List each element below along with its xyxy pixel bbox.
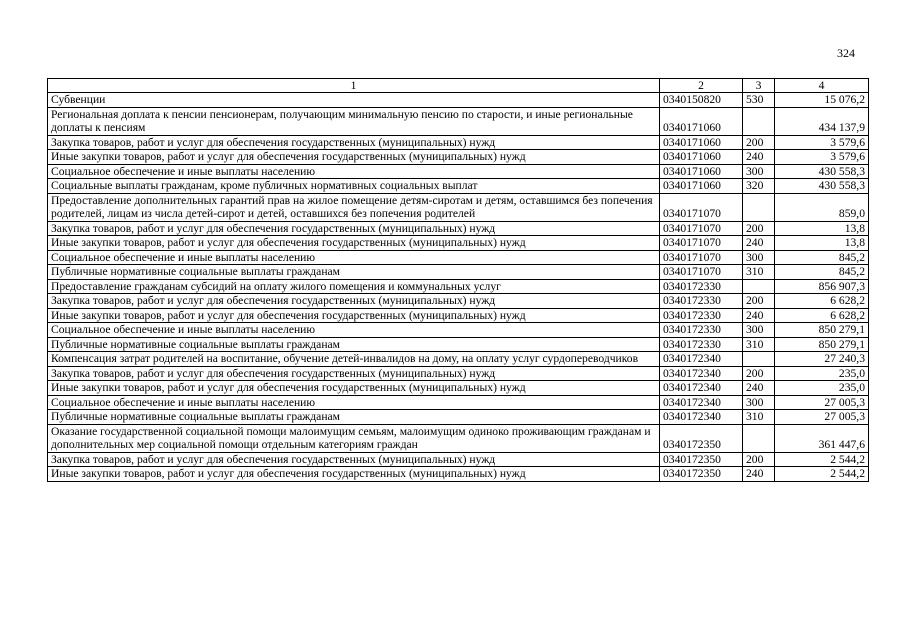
target-code-cell: 0340171060	[660, 164, 743, 179]
table-row	[48, 107, 869, 135]
item-name-cell: Социальное обеспечение и иные выплаты населению	[48, 164, 660, 179]
expense-type-cell: 300	[743, 164, 775, 179]
target-code-cell: 0340171070	[660, 250, 743, 265]
table-row	[48, 294, 869, 309]
page-number: 324	[837, 46, 855, 60]
expense-type-cell: 200	[743, 294, 775, 309]
item-name-cell: Закупка товаров, работ и услуг для обеспечения государственных (муниципальных) нужд	[48, 452, 660, 467]
table-row	[48, 352, 869, 367]
table-row	[48, 467, 869, 482]
amount-cell: 13,8	[775, 236, 869, 251]
table-row	[48, 410, 869, 425]
item-name-cell: Предоставление гражданам субсидий на оплату жилого помещения и коммунальных услуг	[48, 279, 660, 294]
item-name-cell: Иные закупки товаров, работ и услуг для обеспечения государственных (муниципальных) нужд	[48, 236, 660, 251]
amount-cell: 434 137,9	[775, 107, 869, 135]
table-row	[48, 179, 869, 194]
table-row	[48, 279, 869, 294]
expense-type-cell: 310	[743, 265, 775, 280]
table-row	[48, 381, 869, 396]
expense-type-cell: 240	[743, 236, 775, 251]
table-row	[48, 93, 869, 108]
amount-cell: 27 240,3	[775, 352, 869, 367]
expense-type-cell: 200	[743, 135, 775, 150]
table-row	[48, 308, 869, 323]
column-number-2: 2	[660, 79, 743, 93]
expense-type-cell: 310	[743, 337, 775, 352]
item-name-cell: Социальное обеспечение и иные выплаты населению	[48, 323, 660, 338]
item-name-cell: Иные закупки товаров, работ и услуг для обеспечения государственных (муниципальных) нужд	[48, 467, 660, 482]
table-row	[48, 193, 869, 221]
table-row	[48, 236, 869, 251]
expense-type-cell: 300	[743, 395, 775, 410]
target-code-cell: 0340172350	[660, 467, 743, 482]
target-code-cell: 0340172340	[660, 381, 743, 396]
expense-type-cell: 240	[743, 381, 775, 396]
target-code-cell: 0340171070	[660, 265, 743, 280]
target-code-cell: 0340171070	[660, 193, 743, 221]
table-row	[48, 424, 869, 452]
table-row	[48, 323, 869, 338]
target-code-cell: 0340171060	[660, 135, 743, 150]
target-code-cell: 0340172330	[660, 294, 743, 309]
amount-cell: 27 005,3	[775, 410, 869, 425]
item-name-cell: Социальное обеспечение и иные выплаты населению	[48, 395, 660, 410]
item-name-cell: Закупка товаров, работ и услуг для обеспечения государственных (муниципальных) нужд	[48, 221, 660, 236]
target-code-cell: 0340172330	[660, 323, 743, 338]
target-code-cell: 0340172340	[660, 395, 743, 410]
item-name-cell: Публичные нормативные социальные выплаты гражданам	[48, 337, 660, 352]
item-name-cell: Закупка товаров, работ и услуг для обеспечения государственных (муниципальных) нужд	[48, 294, 660, 309]
table-row	[48, 265, 869, 280]
item-name-cell: Предоставление дополнительных гарантий прав на жилое помещение детям-сиротам и детям, оставшимся без попечения родителей, лицам из числа детей-сирот и детей, оставшихся без попечения родителей	[48, 193, 660, 221]
item-name-cell: Субвенции	[48, 93, 660, 108]
table-row	[48, 452, 869, 467]
amount-cell: 850 279,1	[775, 337, 869, 352]
item-name-cell: Региональная доплата к пенсии пенсионерам, получающим минимальную пенсию по старости, и иные региональные доплаты к пенсиям	[48, 107, 660, 135]
amount-cell: 13,8	[775, 221, 869, 236]
target-code-cell: 0340172340	[660, 410, 743, 425]
expense-type-cell	[743, 352, 775, 367]
expense-type-cell: 530	[743, 93, 775, 108]
target-code-cell: 0340172330	[660, 308, 743, 323]
target-code-cell: 0340172350	[660, 452, 743, 467]
expense-type-cell	[743, 424, 775, 452]
amount-cell: 15 076,2	[775, 93, 869, 108]
target-code-cell: 0340172340	[660, 366, 743, 381]
amount-cell: 430 558,3	[775, 179, 869, 194]
item-name-cell: Закупка товаров, работ и услуг для обеспечения государственных (муниципальных) нужд	[48, 366, 660, 381]
amount-cell: 845,2	[775, 265, 869, 280]
table-row	[48, 135, 869, 150]
expense-type-cell	[743, 107, 775, 135]
item-name-cell: Иные закупки товаров, работ и услуг для обеспечения государственных (муниципальных) нужд	[48, 381, 660, 396]
item-name-cell: Социальные выплаты гражданам, кроме публичных нормативных социальных выплат	[48, 179, 660, 194]
table-row	[48, 337, 869, 352]
table-row	[48, 395, 869, 410]
amount-cell: 2 544,2	[775, 452, 869, 467]
amount-cell: 856 907,3	[775, 279, 869, 294]
amount-cell: 6 628,2	[775, 308, 869, 323]
expense-type-cell: 300	[743, 250, 775, 265]
column-number-3: 3	[743, 79, 775, 93]
amount-cell: 430 558,3	[775, 164, 869, 179]
table-row	[48, 250, 869, 265]
expense-type-cell: 240	[743, 150, 775, 165]
table-row	[48, 150, 869, 165]
budget-table	[47, 78, 869, 482]
expense-type-cell	[743, 193, 775, 221]
target-code-cell: 0340172340	[660, 352, 743, 367]
table-row	[48, 221, 869, 236]
item-name-cell: Публичные нормативные социальные выплаты гражданам	[48, 265, 660, 280]
target-code-cell: 0340171070	[660, 221, 743, 236]
expense-type-cell: 310	[743, 410, 775, 425]
budget-table-body	[48, 79, 869, 482]
table-row	[48, 164, 869, 179]
target-code-cell: 0340171060	[660, 107, 743, 135]
column-number-4: 4	[775, 79, 869, 93]
expense-type-cell: 320	[743, 179, 775, 194]
column-number-row	[48, 79, 869, 93]
amount-cell: 2 544,2	[775, 467, 869, 482]
item-name-cell: Закупка товаров, работ и услуг для обеспечения государственных (муниципальных) нужд	[48, 135, 660, 150]
amount-cell: 845,2	[775, 250, 869, 265]
expense-type-cell: 240	[743, 467, 775, 482]
target-code-cell: 0340172330	[660, 337, 743, 352]
amount-cell: 27 005,3	[775, 395, 869, 410]
expense-type-cell: 300	[743, 323, 775, 338]
expense-type-cell: 200	[743, 452, 775, 467]
item-name-cell: Оказание государственной социальной помощи малоимущим семьям, малоимущим одиноко проживающим гражданам и дополнительных мер социальной помощи отдельным категориям граждан	[48, 424, 660, 452]
target-code-cell: 0340171070	[660, 236, 743, 251]
target-code-cell: 0340150820	[660, 93, 743, 108]
expense-type-cell: 200	[743, 221, 775, 236]
target-code-cell: 0340171060	[660, 179, 743, 194]
amount-cell: 3 579,6	[775, 135, 869, 150]
expense-type-cell: 200	[743, 366, 775, 381]
target-code-cell: 0340171060	[660, 150, 743, 165]
item-name-cell: Иные закупки товаров, работ и услуг для обеспечения государственных (муниципальных) нужд	[48, 150, 660, 165]
amount-cell: 235,0	[775, 381, 869, 396]
item-name-cell: Социальное обеспечение и иные выплаты населению	[48, 250, 660, 265]
target-code-cell: 0340172330	[660, 279, 743, 294]
item-name-cell: Иные закупки товаров, работ и услуг для обеспечения государственных (муниципальных) нужд	[48, 308, 660, 323]
target-code-cell: 0340172350	[660, 424, 743, 452]
item-name-cell: Компенсация затрат родителей на воспитание, обучение детей-инвалидов на дому, на оплату услуг сурдопереводчиков	[48, 352, 660, 367]
item-name-cell: Публичные нормативные социальные выплаты гражданам	[48, 410, 660, 425]
expense-type-cell: 240	[743, 308, 775, 323]
table-row	[48, 366, 869, 381]
amount-cell: 3 579,6	[775, 150, 869, 165]
amount-cell: 235,0	[775, 366, 869, 381]
expense-type-cell	[743, 279, 775, 294]
amount-cell: 859,0	[775, 193, 869, 221]
amount-cell: 361 447,6	[775, 424, 869, 452]
amount-cell: 6 628,2	[775, 294, 869, 309]
column-number-1: 1	[48, 79, 660, 93]
amount-cell: 850 279,1	[775, 323, 869, 338]
